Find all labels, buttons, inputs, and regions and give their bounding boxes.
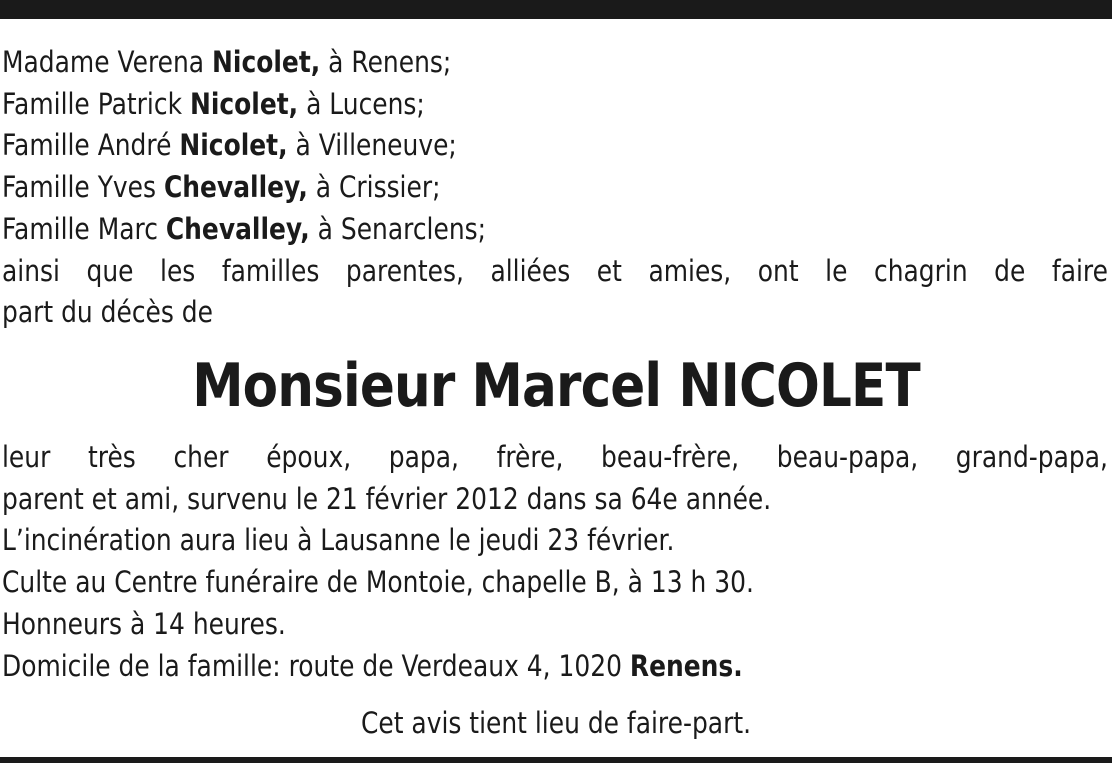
service-info: Culte au Centre funéraire de Montoie, chapelle B, à 13 h 30. [2, 565, 754, 600]
announcement-line: ainsi que les familles parentes, alliées et amies, ont le chagrin de faire [2, 253, 1108, 288]
mourner-line: Famille Yves Chevalley, à Crissier; [2, 170, 441, 205]
mourners-list [2, 42, 1108, 334]
address-city: Renens. [629, 648, 743, 683]
deceased-name: Monsieur Marcel NICOLET [192, 351, 920, 421]
bottom-border-rule [0, 757, 1112, 763]
top-border-rule [0, 0, 1112, 19]
family-address: Domicile de la famille: route de Verdeaux 4, 1020 Renens. [2, 648, 743, 683]
cremation-info: L’incinération aura lieu à Lausanne le jeudi 23 février. [2, 523, 675, 558]
relation-line: parent et ami, survenu le 21 février 2012 dans sa 64e année. [2, 481, 772, 516]
announcement-line: part du décès de [2, 295, 213, 330]
mourner-surname: Nicolet, [189, 86, 299, 121]
mourner-surname: Chevalley, [165, 211, 310, 246]
mourner-surname: Nicolet, [179, 128, 288, 163]
notice-details [2, 437, 1108, 687]
closing-note: Cet avis tient lieu de faire-part. [360, 706, 752, 740]
mourner-line: Famille Marc Chevalley, à Senarclens; [2, 211, 487, 246]
mourner-line: Famille Patrick Nicolet, à Lucens; [2, 86, 425, 121]
mourner-surname: Nicolet, [212, 45, 321, 79]
honours-info: Honneurs à 14 heures. [2, 606, 286, 641]
relation-line: leur très cher époux, papa, frère, beau-frère, beau-papa, grand-papa, [2, 440, 1108, 474]
mourner-line: Famille André Nicolet, à Villeneuve; [2, 128, 457, 163]
mourner-line: Madame Verena Nicolet, à Renens; [2, 45, 452, 79]
mourner-surname: Chevalley, [163, 170, 308, 205]
